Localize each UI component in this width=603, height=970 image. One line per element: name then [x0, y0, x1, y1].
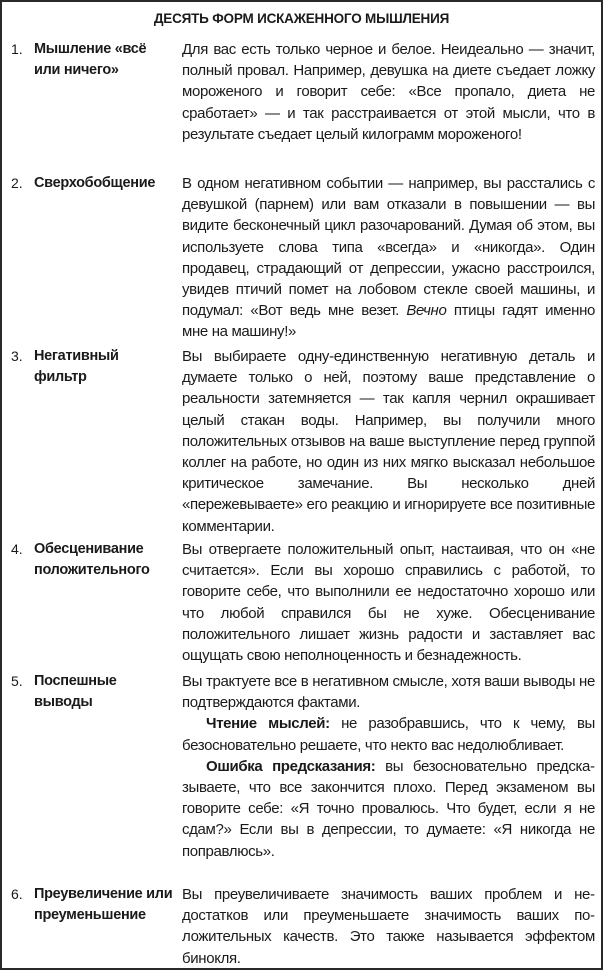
emphasis-text: Вечно — [406, 302, 447, 320]
item-number: 4. — [11, 541, 23, 557]
item-description — [182, 884, 595, 969]
item-label: Обесценивание положительного — [34, 541, 150, 578]
subtype-text: вы безосновательно предсказываете, что все закончится плохо. Перед экзаменом вы говорите себе: «Я точно провалюсь. Что будет, если я не сдам?» Если вы в депрессии, то думаете: «Я никогда не поправлюсь». — [182, 757, 595, 860]
item-label: Поспешные выводы — [34, 673, 117, 710]
mind-reading-paragraph — [182, 713, 595, 755]
description-text: В одном негативном событии — например, вы расстались с девушкой (парнем) или вам отказали в повышении — вы видите бесконечный цикл разочарований. Думая об этом, вы используете слова типа «всегда» и «никогда». Один продавец, страдающий от депрессии, ужасно расстроился, увидев птичий помет на лобовом стекле своей машины, и подумал: «Вот ведь мне везет. — [182, 175, 595, 320]
item-label: Негативный фильтр — [34, 348, 119, 385]
item-label: Сверхобобщение — [34, 175, 156, 191]
subtype-term: Ошибка предсказания: — [206, 757, 376, 775]
description-paragraph: Вы выбираете одну-единственную негативную деталь и думаете только о ней, поэтому ваше представление о реальности затемняется — так капля чернил окрашивает целый стакан воды. Например, вы получили много положительных отзывов на ваше выступление перед группой коллег на работе, но один из них мягко высказал небольшое критическое замечание. Вы несколько дней «пережевываете» его реакцию и игнорируете все позитивные комментарии. — [182, 348, 595, 535]
item-description — [182, 539, 595, 666]
description-paragraph — [182, 173, 595, 343]
item-label: Мышление «всё или ничего» — [34, 41, 147, 78]
item-description — [182, 346, 595, 537]
item-number: 6. — [11, 886, 23, 902]
subtype-text: не разобравшись, что к чему, вы безосновательно решаете, что некто вас недолюбливает. — [182, 715, 595, 754]
description-paragraph: Вы преувеличиваете значимость ваших проблем и недостатков или преуменьшаете значимость ваших положительных качеств. Это также называется эффектом бинокля. — [182, 886, 595, 967]
description-paragraph: Вы трактуете все в негативном смысле, хотя ваши выводы не подтверждаются фактами. — [182, 673, 595, 712]
item-number: 2. — [11, 175, 23, 191]
subtype-term: Чтение мыслей: — [206, 715, 330, 733]
description-text-tail: птицы гадят именно мне на машину!» — [182, 302, 595, 341]
item-number: 1. — [11, 41, 23, 57]
item-description — [182, 173, 595, 343]
item-description — [182, 671, 595, 862]
item-label: Преувеличение или преуменьшение — [34, 886, 173, 923]
item-number: 3. — [11, 348, 23, 364]
table-title: ДЕСЯТЬ ФОРМ ИСКАЖЕННОГО МЫШЛЕНИЯ — [153, 11, 450, 26]
item-number: 5. — [11, 673, 23, 689]
description-paragraph: Вы отвергаете положительный опыт, настаивая, что он «не считается». Если вы хорошо справились с работой, то говорите себе, что выполнили ее недостаточно хорошо или что любой справился бы не хуже. Обесценивание положительного лишает жизнь радости и заставляет вас ощущать свою неполноценность и безнадежность. — [182, 541, 595, 665]
fortune-telling-paragraph — [182, 756, 595, 862]
description-paragraph: Для вас есть только черное и белое. Неидеально — значит, полный провал. Например, девушка на диете съедает ложку мороженого и говорит себе: «Все пропало, диета не сработает» — и так расстраивается от этой мысли, что в результате съедает целый килограмм мороженого! — [182, 41, 595, 143]
item-description — [182, 39, 595, 145]
